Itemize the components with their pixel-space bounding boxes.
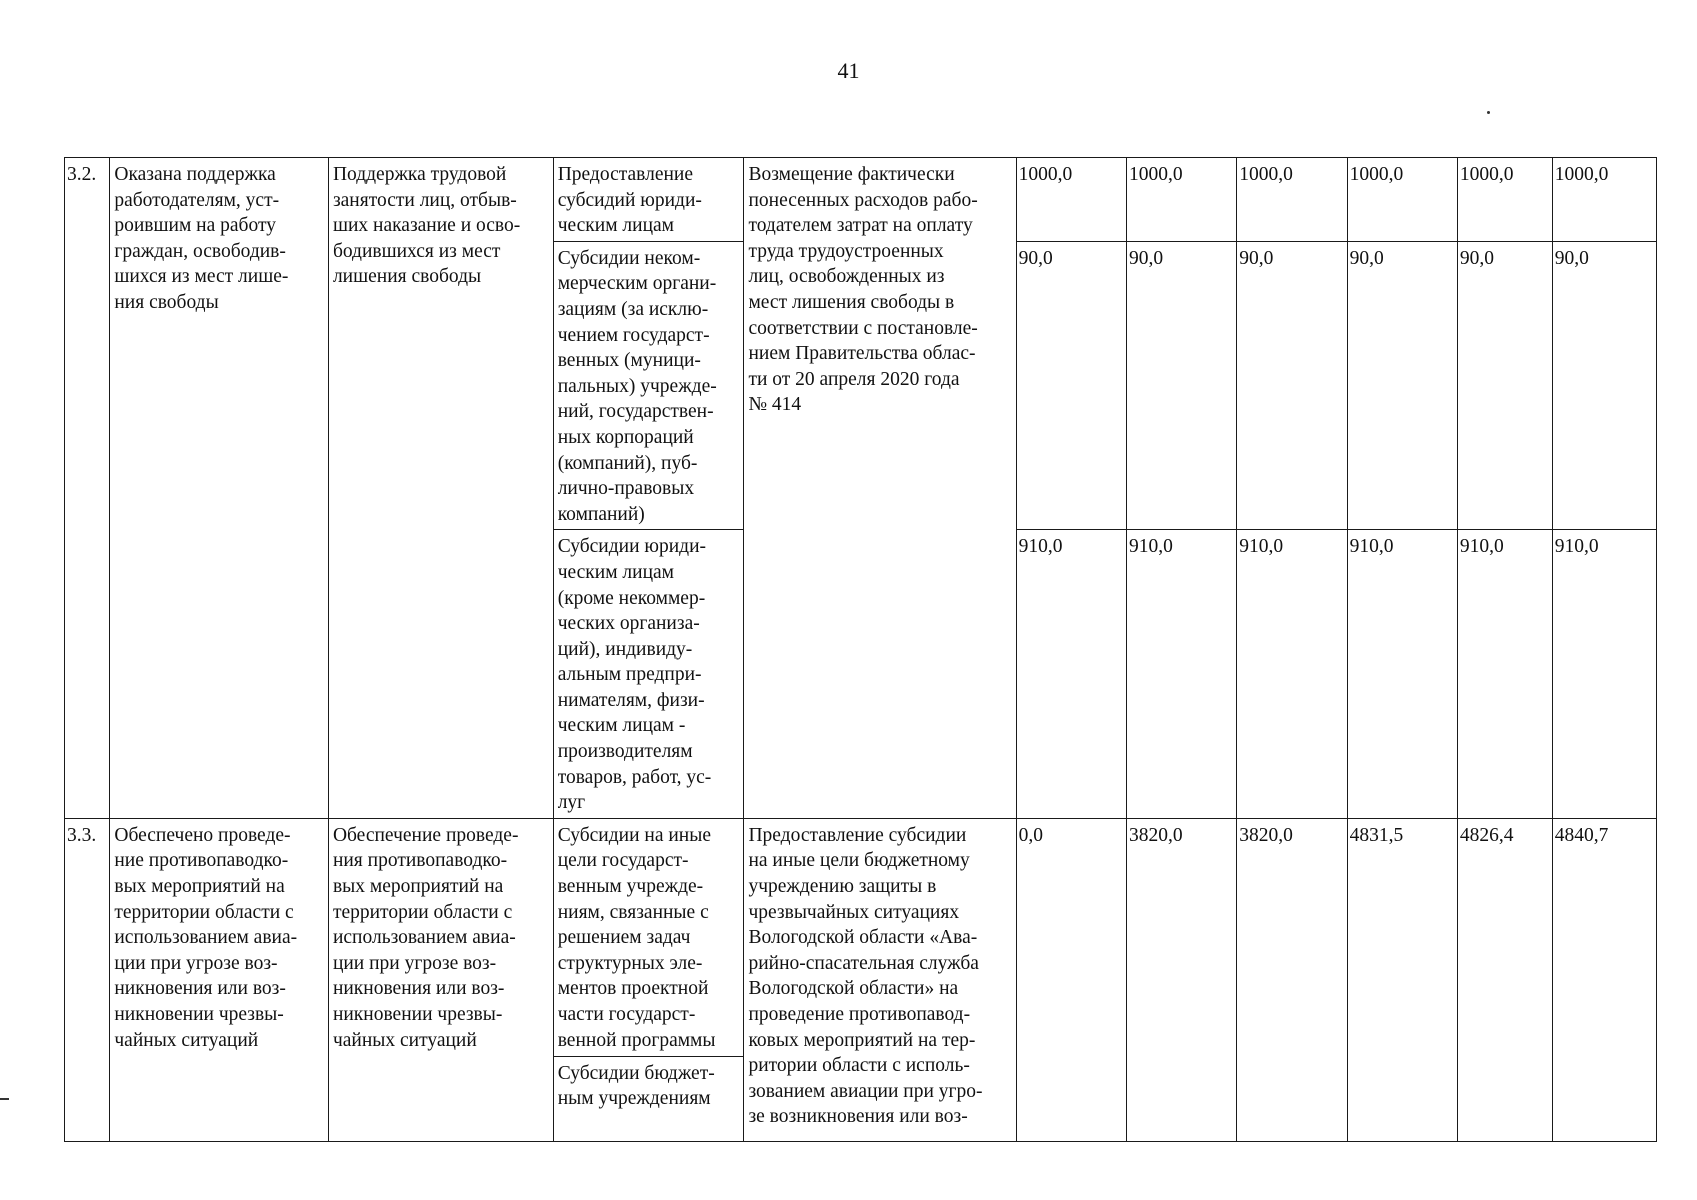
margin-mark — [0, 1098, 9, 1100]
text-line: цели государст- — [557, 850, 689, 872]
text-line: лично-правовых — [557, 478, 695, 500]
text-line: ти от 20 апреля 2020 года — [748, 368, 960, 390]
value-cell: 3820,0 — [1126, 818, 1236, 1141]
text-line: соответствии с постановле- — [748, 317, 978, 339]
text-line: использованием авиа- — [332, 927, 516, 949]
table-row — [65, 818, 1657, 1056]
text-line: Субсидии бюджет- — [557, 1062, 715, 1084]
text-line: нием Правительства облас- — [748, 343, 976, 365]
text-line: венной программы — [557, 1029, 716, 1051]
text-line: чрезвычайных ситуациях — [748, 901, 960, 923]
value-cell: 910,0 — [1016, 530, 1126, 819]
text-line: ния свободы — [114, 291, 219, 313]
text-line: решением задач — [557, 927, 691, 949]
text-line: Субсидии неком- — [557, 247, 701, 269]
text-line: труда трудоустроенных — [748, 240, 944, 262]
text-line: территории области с — [114, 901, 294, 923]
text-line: ческим лицам — [557, 215, 675, 237]
subsidy-type-cell — [553, 158, 744, 242]
text-line: части государст- — [557, 1004, 696, 1025]
text-line: тодателем затрат на оплату — [748, 215, 973, 237]
text-line: ным учреждениям — [557, 1088, 711, 1110]
value-cell: 1000,0 — [1126, 158, 1236, 242]
value-cell: 910,0 — [1552, 530, 1656, 819]
text-line: вых мероприятий на — [332, 876, 504, 898]
text-line: зе возникновения или воз- — [748, 1106, 968, 1128]
text-line: никновения или воз- — [114, 978, 286, 1000]
text-line: ния противопаводко- — [332, 850, 508, 872]
text-line: понесенных расходов рабо- — [748, 189, 978, 211]
program-table — [64, 157, 1657, 1142]
text-line: производителям — [557, 741, 693, 763]
text-line: работодателям, уст- — [114, 189, 280, 211]
text-line: альным предпри- — [557, 664, 702, 686]
text-line: венным учрежде- — [557, 876, 704, 898]
text-line: ции при угрозе воз- — [332, 952, 497, 974]
text-line: № 414 — [748, 394, 802, 416]
text-line: использованием авиа- — [114, 927, 298, 949]
text-line: проведение противопавод- — [748, 1004, 971, 1025]
text-line: зованием авиации при угро- — [748, 1080, 983, 1102]
text-line: (кроме некоммер- — [557, 587, 706, 609]
value-cell: 1000,0 — [1552, 158, 1656, 242]
text-line: нимателям, физи- — [557, 689, 705, 711]
text-line: никновении чрезвы- — [114, 1004, 284, 1025]
subsidy-type-cell — [553, 818, 744, 1056]
value-cell: 3820,0 — [1237, 818, 1347, 1141]
subsidy-type-cell — [553, 530, 744, 819]
text-line: (компаний), пуб- — [557, 452, 698, 474]
description-cell — [744, 158, 1016, 819]
text-line: зациям (за исклю- — [557, 298, 709, 320]
table-row — [65, 158, 1657, 242]
text-line: ческим лицам - — [557, 715, 686, 737]
value-cell: 0,0 — [1016, 818, 1126, 1141]
text-line: ментов проектной — [557, 978, 709, 1000]
text-line: мерческим органи- — [557, 273, 717, 295]
text-line: Предоставление субсидии — [748, 824, 967, 846]
text-line: компаний) — [557, 503, 645, 525]
text-line: никновении чрезвы- — [332, 1004, 503, 1025]
text-line: чайных ситуаций — [332, 1029, 477, 1051]
value-cell: 90,0 — [1347, 241, 1457, 530]
text-line: ции при угрозе воз- — [114, 952, 278, 974]
text-line: Вологодской области» на — [748, 978, 959, 1000]
text-line: граждан, освободив- — [114, 240, 286, 262]
text-line: Оказана поддержка — [114, 164, 276, 185]
text-line: ковых мероприятий на тер- — [748, 1029, 976, 1051]
value-cell: 90,0 — [1552, 241, 1656, 530]
page-number: 41 — [837, 58, 860, 83]
row-number: 3.3. — [65, 818, 110, 1141]
text-line: Поддержка трудовой — [332, 164, 507, 185]
text-line: Предоставление — [557, 164, 694, 185]
value-cell: 4840,7 — [1552, 818, 1656, 1141]
measure-cell — [328, 818, 553, 1141]
text-line: никновения или воз- — [332, 978, 505, 1000]
subsidy-type-cell — [553, 1056, 744, 1141]
scan-speck — [1487, 111, 1490, 114]
text-line: шихся из мест лише- — [114, 266, 289, 288]
text-line: территории области с — [332, 901, 513, 923]
value-cell: 90,0 — [1126, 241, 1236, 530]
text-line: ниям, связанные с — [557, 901, 709, 923]
text-line: ритории области с исполь- — [748, 1055, 970, 1077]
result-cell — [110, 158, 329, 819]
text-line: занятости лиц, отбыв- — [332, 189, 517, 211]
value-cell: 1000,0 — [1457, 158, 1552, 242]
text-line: чением государст- — [557, 324, 710, 346]
text-line: структурных эле- — [557, 952, 703, 974]
text-line: лиц, освобожденных из — [748, 266, 945, 288]
value-cell: 910,0 — [1457, 530, 1552, 819]
text-line: венных (муници- — [557, 350, 701, 372]
text-line: чайных ситуаций — [114, 1029, 259, 1051]
text-line: субсидий юриди- — [557, 189, 702, 211]
text-line: ших наказание и осво- — [332, 215, 521, 237]
text-line: бодившихся из мест — [332, 240, 501, 262]
text-line: ческим лицам — [557, 561, 675, 583]
value-cell: 4831,5 — [1347, 818, 1457, 1141]
text-line: рийно-спасательная служба — [748, 952, 979, 974]
text-line: ных корпораций — [557, 426, 694, 448]
text-line: ний, государствен- — [557, 401, 714, 423]
value-cell: 1000,0 — [1237, 158, 1347, 242]
value-cell: 1000,0 — [1347, 158, 1457, 242]
text-line: пальных) учрежде- — [557, 375, 717, 397]
value-cell: 4826,4 — [1457, 818, 1552, 1141]
value-cell: 910,0 — [1237, 530, 1347, 819]
text-line: ций), индивиду- — [557, 638, 693, 660]
text-line: луг — [557, 792, 586, 814]
text-line: мест лишения свободы в — [748, 291, 955, 313]
result-cell — [110, 818, 329, 1141]
subsidy-type-cell — [553, 241, 744, 530]
text-line: вых мероприятий на — [114, 876, 285, 898]
text-line: ческих организа- — [557, 613, 700, 635]
value-cell: 910,0 — [1347, 530, 1457, 819]
text-line: роившим на работу — [114, 215, 276, 237]
measure-cell — [328, 158, 553, 819]
text-line: ние противопаводко- — [114, 850, 289, 872]
text-line: на иные цели бюджетному — [748, 850, 970, 872]
text-line: Обеспечено проведе- — [114, 824, 291, 846]
value-cell: 90,0 — [1457, 241, 1552, 530]
text-line: Обеспечение проведе- — [332, 824, 519, 846]
text-line: Вологодской области «Ава- — [748, 927, 978, 949]
text-line: товаров, работ, ус- — [557, 766, 712, 788]
text-line: Возмещение фактически — [748, 164, 955, 185]
value-cell: 1000,0 — [1016, 158, 1126, 242]
value-cell: 90,0 — [1237, 241, 1347, 530]
value-cell: 910,0 — [1126, 530, 1236, 819]
text-line: учреждению защиты в — [748, 876, 937, 898]
text-line: Субсидии на иные — [557, 824, 711, 846]
text-line: лишения свободы — [332, 266, 482, 288]
row-number: 3.2. — [65, 158, 110, 819]
text-line: Субсидии юриди- — [557, 536, 707, 558]
description-cell — [744, 818, 1016, 1141]
value-cell: 90,0 — [1016, 241, 1126, 530]
